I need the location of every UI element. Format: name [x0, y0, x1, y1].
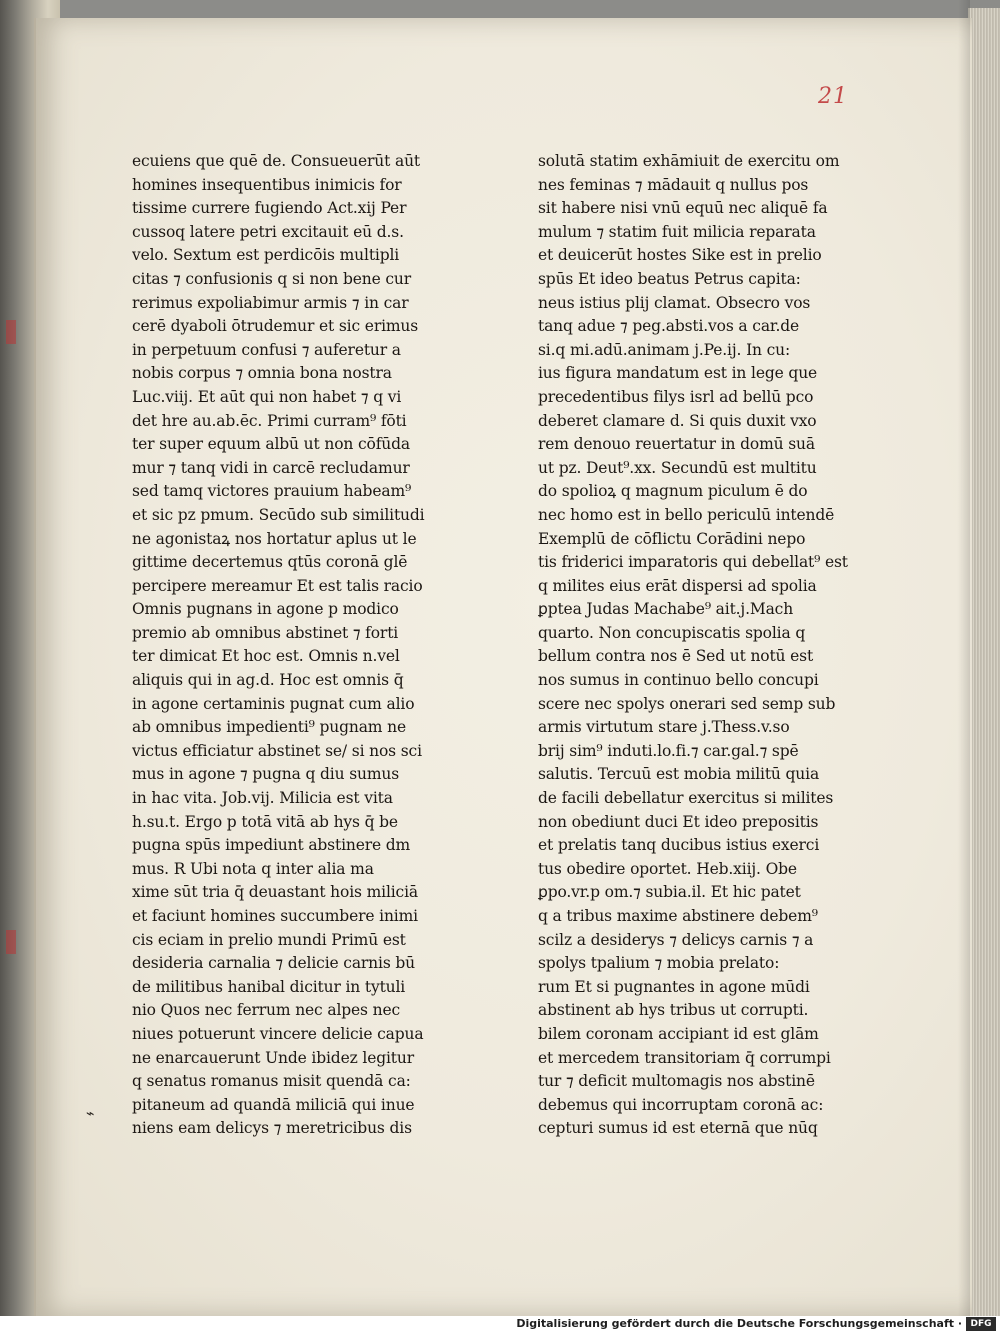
text-line: ne agonistaꝝ nos hortatur aplus ut le: [132, 529, 417, 548]
text-line: ter super equum albū ut non cōfūda: [132, 435, 410, 454]
text-line: rerimus expoliabimur armis ⁊ in car: [132, 293, 409, 312]
text-line: tis friderici imparatoris qui debellat⁹ est: [538, 553, 848, 572]
text-line: desideria carnalia ⁊ delicie carnis bū: [132, 954, 416, 973]
text-line: premio ab omnibus abstinet ⁊ forti: [132, 623, 399, 642]
text-line: armis virtutum stare j.Thess.v.so: [538, 718, 790, 737]
footer-bar: [0, 1316, 1000, 1332]
text-line: det hre au.ab.ēc. Primi curram⁹ fōti: [132, 411, 407, 430]
text-line: nec homo est in bello periculū intendē: [538, 505, 835, 524]
text-line: in agone certaminis pugnat cum alio: [132, 694, 415, 713]
text-line: tus obedire oportet. Heb.xiij. Obe: [538, 859, 797, 878]
text-line: q a tribus maxime abstinere debem⁹: [538, 907, 818, 925]
text-line: scere nec spolys onerari sed semp sub: [538, 694, 836, 713]
text-line: percipere mereamur Et est talis racio: [132, 576, 423, 595]
text-line: tur ⁊ deficit multomagis nos abstinē: [538, 1072, 815, 1091]
text-line: ab omnibus impedienti⁹ pugnam ne: [132, 718, 406, 737]
text-line: gittime decertemus qtūs coronā glē: [132, 553, 408, 572]
margin-mark-icon: ⌁: [86, 1106, 95, 1122]
text-line: in perpetuum confusi ⁊ auferetur a: [132, 340, 401, 359]
text-line: q milites eius erāt dispersi ad spolia: [538, 576, 817, 595]
text-line: de militibus hanibal dicitur in tytuli: [132, 977, 406, 996]
text-line: debemus qui incorruptam coronā ac:: [538, 1095, 824, 1114]
text-line: nobis corpus ⁊ omnia bona nostra: [132, 364, 392, 383]
text-line: mulum ⁊ statim fuit milicia reparata: [538, 222, 816, 241]
text-line: mus in agone ⁊ pugna q diu sumus: [132, 765, 400, 784]
text-line: Omnis pugnans in agone p modico: [132, 600, 399, 619]
text-line: scilz a desiderys ⁊ delicys carnis ⁊ a: [538, 930, 814, 949]
text-line: ius figura mandatum est in lege que: [538, 364, 818, 383]
text-line: nes feminas ⁊ mādauit q nullus pos: [538, 175, 809, 194]
text-line: cepturi sumus id est eternā que nūq: [538, 1119, 818, 1138]
left-text-column: [132, 150, 460, 1141]
text-line: rum Et si pugnantes in agone mūdi: [538, 977, 810, 996]
text-line: et prelatis tanq ducibus istius exerci: [538, 836, 820, 855]
text-line: et sic pz pmum. Secūdo sub similitudi: [132, 505, 425, 524]
text-line: neus istius plij clamat. Obsecro vos: [538, 293, 811, 312]
text-line: nos sumus in continuo bello concupi: [538, 671, 819, 690]
text-line: et deuicerūt hostes Sike est in prelio: [538, 246, 822, 265]
text-line: rem denouo reuertatur in domū suā: [538, 435, 815, 454]
text-line: bilem coronam accipiant id est glām: [538, 1024, 819, 1043]
text-line: in hac vita. Job.vij. Milicia est vita: [132, 789, 393, 808]
folio-number: 21: [818, 84, 848, 109]
text-line: ꝑptea Judas Machabe⁹ ait.j.Mach: [538, 600, 794, 619]
text-line: de facili debellatur exercitus si milites: [538, 789, 834, 808]
text-line: sit habere nisi vnū equū nec aliquē fa: [538, 199, 828, 218]
text-line: spolys tpalium ⁊ mobia prelato:: [538, 954, 780, 973]
text-line: Exemplū de cōflictu Corādini nepo: [538, 529, 806, 548]
left-edge-rubric-mark: [6, 930, 16, 954]
dfg-logo: DFG: [966, 1317, 996, 1331]
text-line: si.q mi.adū.animam j.Pe.ij. In cu:: [538, 340, 791, 359]
text-line: solutā statim exhāmiuit de exercitu om: [538, 152, 840, 170]
page-shadow: [958, 0, 970, 1316]
text-line: victus efficiatur abstinet se/ si nos sci: [132, 741, 422, 760]
text-line: Luc.viij. Et aūt qui non habet ⁊ q vi: [132, 387, 402, 406]
text-line: tanq adue ⁊ peg.absti.vos a car.de: [538, 317, 800, 336]
text-line: non obediunt duci Et ideo prepositis: [538, 812, 819, 831]
text-line: niens eam delicys ⁊ meretricibus dis: [132, 1119, 412, 1138]
text-line: quarto. Non concupiscatis spolia q: [538, 623, 806, 642]
text-line: brij sim⁹ induti.lo.fi.⁊ car.gal.⁊ spē: [538, 741, 799, 760]
text-line: niues potuerunt vincere delicie capua: [132, 1024, 424, 1043]
text-line: aliquis qui in ag.d. Hoc est omnis q̄: [132, 671, 404, 690]
text-line: ne enarcauerunt Unde ibidez legitur: [132, 1048, 414, 1067]
left-edge-rubric-mark: [6, 320, 16, 344]
text-line: do spolioꝝ q magnum piculum ē do: [538, 482, 808, 501]
text-line: abstinent ab hys tribus ut corrupti.: [538, 1001, 809, 1020]
text-line: bellum contra nos ē Sed ut notū est: [538, 647, 814, 666]
text-line: ecuiens que quē de. Consueuerūt aūt: [132, 152, 420, 170]
text-line: h.su.t. Ergo p totā vitā ab hys q̄ be: [132, 812, 398, 831]
text-line: et mercedem transitoriam q̄ corrumpi: [538, 1048, 831, 1067]
text-line: salutis. Tercuū est mobia militū quia: [538, 765, 820, 784]
text-line: xime sūt tria q̄ deuastant hois miliciā: [132, 883, 418, 902]
text-line: precedentibus filys isrl ad bellū pco: [538, 387, 814, 406]
text-line: pugna spūs impediunt abstinere dm: [132, 836, 411, 855]
text-line: q senatus romanus misit quendā ca:: [132, 1072, 411, 1091]
text-line: tissime currere fugiendo Act.xij Per: [132, 199, 407, 218]
text-line: et faciunt homines succumbere inimi: [132, 907, 418, 925]
text-line: cussoq latere petri excitauit eū d.s.: [132, 222, 404, 241]
text-line: nio Quos nec ferrum nec alpes nec: [132, 1001, 401, 1020]
text-line: velo. Sextum est perdicōis multipli: [132, 246, 400, 265]
footer-credit: Digitalisierung gefördert durch die Deutsche Forschungsgemeinschaft ·: [516, 1317, 962, 1330]
text-line: ꝑpo.vr.p om.⁊ subia.il. Et hic patet: [538, 883, 801, 902]
page-stack-edge: [968, 8, 1000, 1316]
text-line: ter dimicat Et hoc est. Omnis n.vel: [132, 647, 400, 666]
right-text-column: [538, 150, 856, 1141]
text-line: deberet clamare d. Si quis duxit vxo: [538, 411, 817, 430]
text-line: pitaneum ad quandā miliciā qui inue: [132, 1095, 415, 1114]
text-line: spūs Et ideo beatus Petrus capita:: [538, 269, 801, 288]
text-line: mus. R Ubi nota q inter alia ma: [132, 859, 374, 878]
text-line: cis eciam in prelio mundi Primū est: [132, 930, 406, 949]
text-line: ut pz. Deut⁹.xx. Secundū est multitu: [538, 458, 817, 477]
text-line: mur ⁊ tanq vidi in carcē recludamur: [132, 458, 410, 477]
text-line: sed tamq victores prauium habeam⁹: [132, 482, 412, 501]
text-line: homines insequentibus inimicis for: [132, 175, 402, 194]
text-line: citas ⁊ confusionis q si non bene cur: [132, 269, 412, 288]
text-line: cerē dyaboli ōtrudemur et sic erimus: [132, 317, 419, 336]
